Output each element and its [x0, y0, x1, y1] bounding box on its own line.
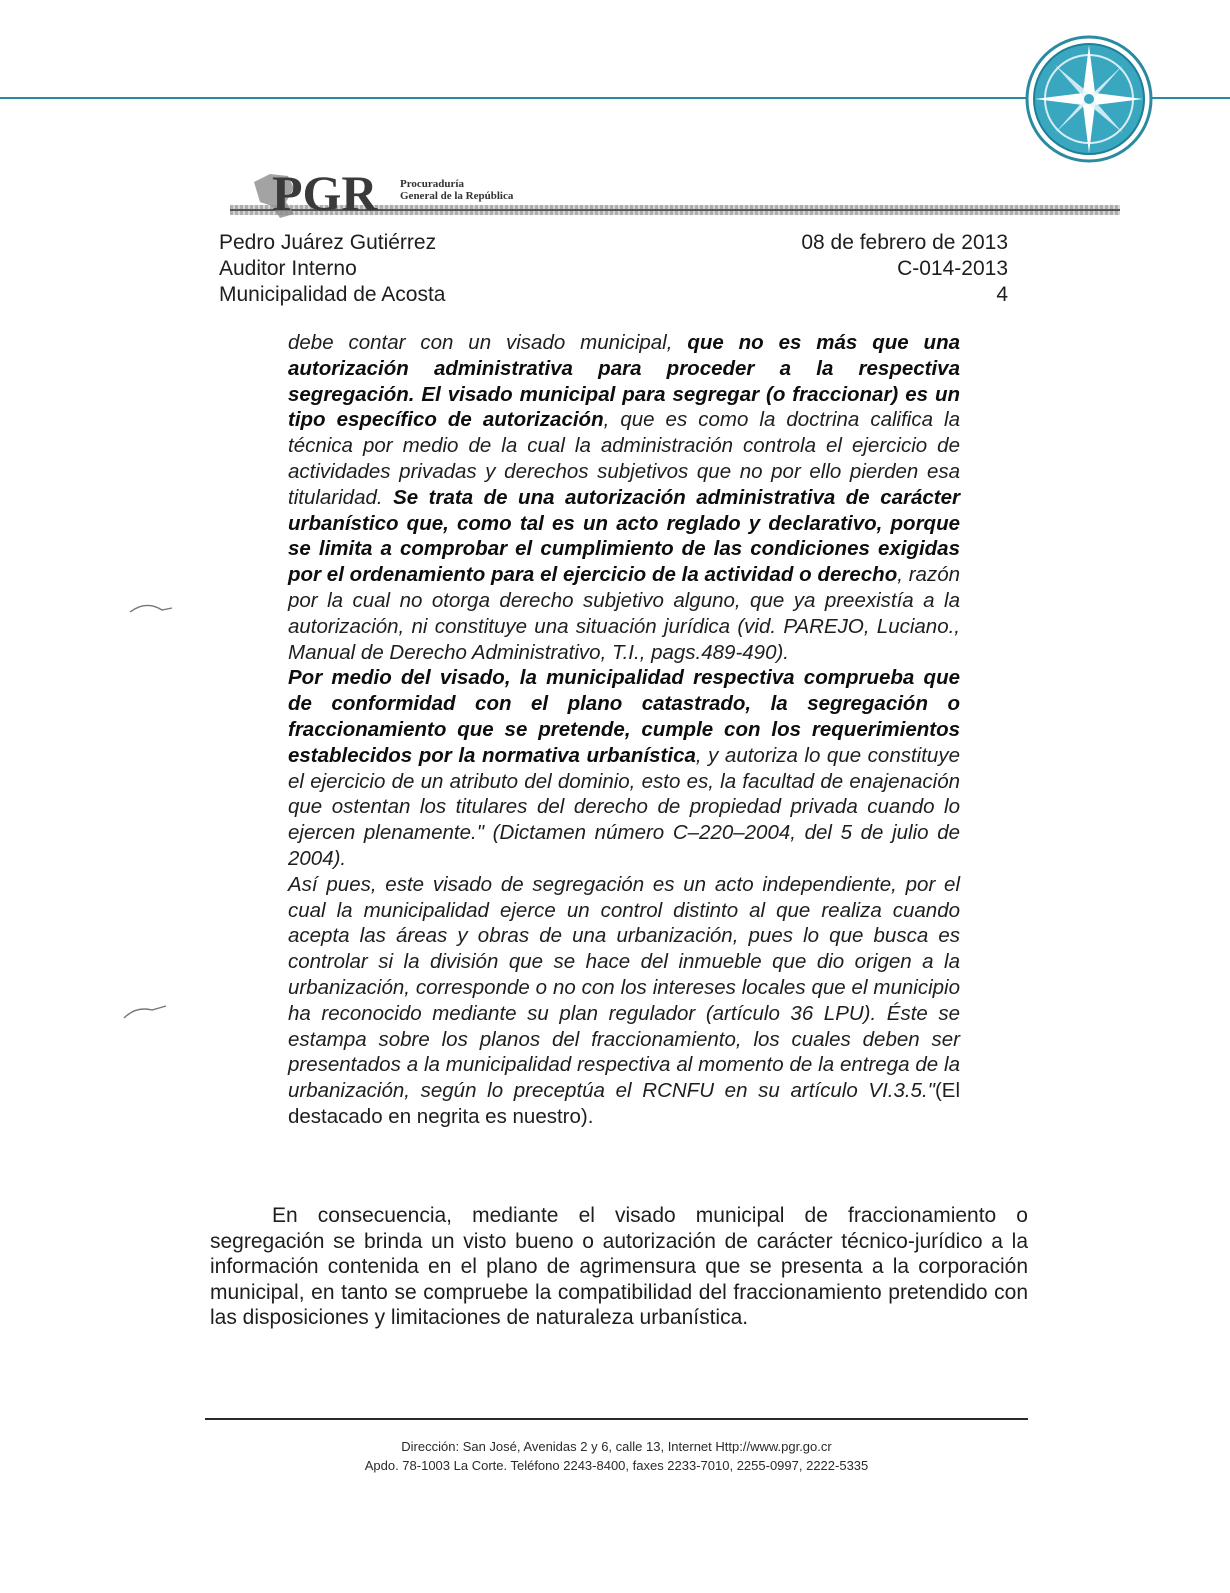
footer-contact: Apdo. 78-1003 La Corte. Teléfono 2243-8400, faxes 2233-7010, 2255-0997, 2222-5335 [364, 1458, 869, 1473]
recipient-title: Auditor Interno [219, 257, 357, 280]
quote-bold-run: Se trata de una autorización administrativa de carácter urbanístico que, como tal es un acto reglado y declarativo, porque se limita a comprobar el cumplimiento de las condiciones exigidas por el ordenamiento para el ejercicio de la actividad o derecho [288, 485, 960, 587]
page-number: 4 [996, 283, 1008, 306]
scan-mark-icon [128, 598, 176, 620]
scan-mark-icon [122, 1000, 170, 1022]
quote-paragraph [288, 665, 960, 871]
recipient-organization: Municipalidad de Acosta [219, 283, 446, 306]
quote-run: Así pues, este visado de segregación es un acto independiente, por el cual la municipalidad ejerce un control distinto al que realiza cuando acepta las áreas y obras de una urbanización, pues lo que busca es controlar si la división que se hace del inmueble que dio origen a la urbanización, corresponde o no con los intereses locales que el municipio ha reconocido mediante su plan regulador (artículo 36 LPU). Éste se estampa sobre los planos del fraccionamiento, los cuales deben ser presentados a la municipalidad respectiva al momento de la entrega de la urbanización, según lo preceptúa el RCNFU en su artículo VI.3.5." [288, 872, 960, 1103]
pgr-logo [250, 162, 580, 220]
quote-paragraph [288, 330, 960, 665]
footer [205, 1437, 1028, 1475]
document-number: C-014-2013 [897, 257, 1008, 280]
logo-line2: General de la República [400, 190, 514, 202]
logo-letters: PGR [272, 165, 378, 220]
quoted-block [288, 330, 960, 1130]
quote-bold-run: Por medio del visado, la municipalidad respectiva comprueba que de conformidad con el plano catastrado, la segregación o fraccionamiento que se pretende, cumple con los requerimientos establecidos por la normativa urbanística [288, 666, 960, 767]
quote-bold-run: que no es más que una autorización administrativa para proceder a la respectiva segregación. El visado municipal para segregar (o fraccionar) es un tipo específico de autorización [288, 331, 960, 432]
footer-address: Dirección: San José, Avenidas 2 y 6, calle 13, Internet Http://www.pgr.go.cr [401, 1439, 832, 1454]
emphasis-note: (El destacado en negrita es nuestro). [288, 1079, 960, 1128]
recipient-name: Pedro Juárez Gutiérrez [219, 231, 437, 254]
quote-paragraph [288, 872, 960, 1130]
compass-emblem-icon [1025, 35, 1153, 163]
quote-run: , razón por la cual no otorga derecho subjetivo alguno, que ya preexistía a la autorización, ni constituye una situación jurídica (vid. PAREJO, Luciano., Manual de Derecho Administrativo, T.I., pags.489-490). [288, 563, 960, 664]
document-meta-block [801, 230, 1008, 308]
quote-run: , y autoriza lo que constituye el ejercicio de un atributo del dominio, esto es, la facultad de enajenación que ostentan los titulares del derecho de propiedad privada cuando lo ejercen plenamente." (Dictamen número C–220–2004, del 5 de julio de 2004). [288, 743, 960, 870]
recipient-block [219, 230, 445, 308]
quote-run: debe contar con un visado municipal, [288, 331, 688, 354]
quote-run: , que es como la doctrina califica la técnica por medio de la cual la administración controla el ejercicio de actividades privadas y derechos subjetivos que no por ello pierden esa titularidad. [288, 408, 960, 509]
body-paragraph: En consecuencia, mediante el visado municipal de fraccionamiento o segregación se brinda un visto bueno o autorización de carácter técnico-jurídico a la información contenida en el plano de agrimensura que se presenta a la corporación municipal, en tanto se compruebe la compatibilidad del fraccionamiento pretendido con las disposiciones y limitaciones de naturaleza urbanística. [210, 1204, 1028, 1330]
logo-line1: Procuraduría [400, 178, 464, 190]
footer-rule [205, 1418, 1028, 1420]
document-date: 08 de febrero de 2013 [801, 231, 1008, 254]
